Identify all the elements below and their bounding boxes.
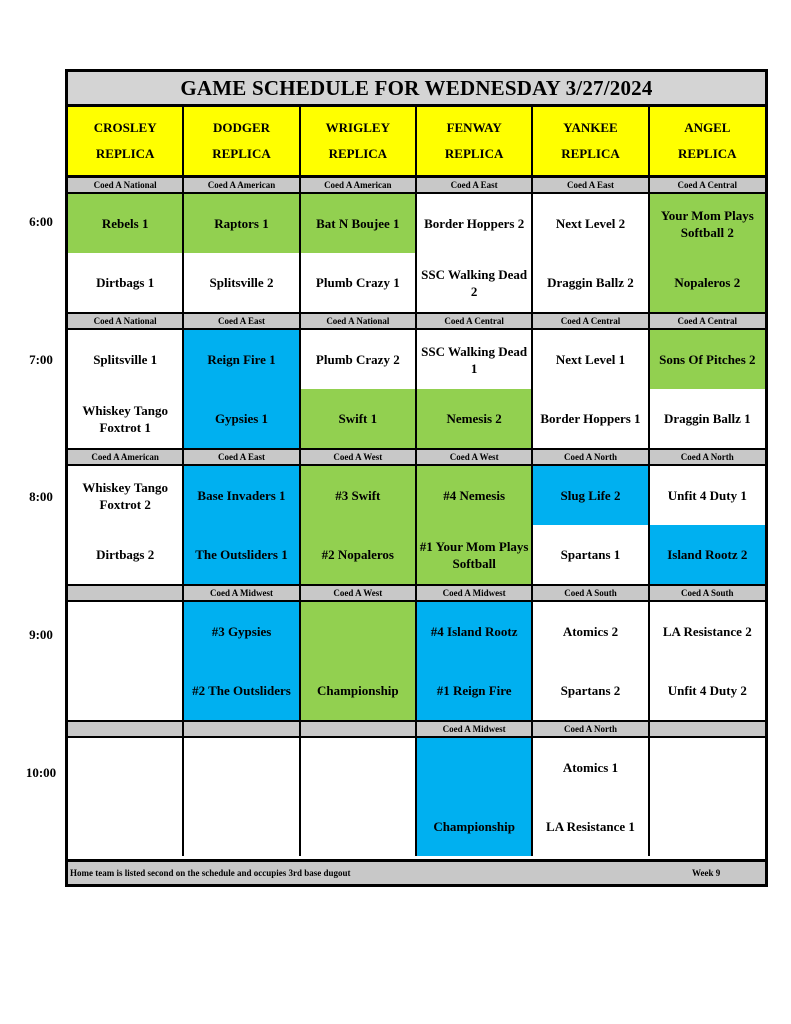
division-label: Coed A Central	[650, 178, 765, 194]
field-column	[533, 107, 649, 856]
team-cell: LA Resistance 1	[533, 797, 647, 856]
week-label: Week 9	[692, 868, 721, 878]
team-cell: Island Rootz 2	[650, 525, 765, 584]
division-label: Coed A Midwest	[417, 720, 531, 738]
field-column	[417, 107, 533, 856]
time-label: 10:00	[25, 765, 57, 780]
team-cell: Swift 1	[301, 389, 415, 448]
team-cell: Reign Fire 1	[184, 330, 298, 389]
time-label: 8:00	[29, 489, 53, 504]
team-cell: Championship	[301, 661, 415, 720]
team-cell	[417, 738, 531, 797]
time-label: 6:00	[29, 214, 53, 229]
team-cell: Plumb Crazy 2	[301, 330, 415, 389]
team-cell: Raptors 1	[184, 194, 298, 253]
team-cell	[184, 797, 298, 856]
team-cell: Rebels 1	[68, 194, 182, 253]
team-cell: Slug Life 2	[533, 466, 647, 525]
field-subtitle: REPLICA	[328, 146, 388, 161]
division-label: Coed A East	[184, 448, 298, 466]
team-cell: #3 Swift	[301, 466, 415, 525]
team-cell	[68, 602, 182, 661]
field-subtitle: REPLICA	[212, 146, 271, 161]
team-cell: Sons Of Pitches 2	[650, 330, 765, 389]
team-cell: The Outsliders 1	[184, 525, 298, 584]
field-subtitle: REPLICA	[95, 146, 155, 161]
team-cell: Your Mom Plays Softball 2	[650, 194, 765, 253]
field-header	[184, 107, 298, 178]
division-label: Coed A North	[650, 448, 765, 466]
field-column	[184, 107, 300, 856]
division-label: Coed A West	[301, 584, 415, 602]
team-cell: Base Invaders 1	[184, 466, 298, 525]
division-label: Coed A North	[533, 448, 647, 466]
field-name: ANGEL	[684, 120, 731, 135]
division-label: Coed A East	[184, 312, 298, 330]
division-label: Coed A Central	[650, 312, 765, 330]
team-cell: Dirtbags 2	[68, 525, 182, 584]
team-cell	[68, 797, 182, 856]
field-column	[68, 107, 184, 856]
schedule-footer	[68, 859, 765, 884]
division-label: Coed A Central	[417, 312, 531, 330]
team-cell: Gypsies 1	[184, 389, 298, 448]
team-cell	[650, 738, 765, 797]
division-label: Coed A American	[301, 178, 415, 194]
time-label: 7:00	[29, 352, 53, 367]
team-cell: Draggin Ballz 1	[650, 389, 765, 448]
division-label: Coed A South	[533, 584, 647, 602]
division-label: Coed A Central	[533, 312, 647, 330]
division-label	[68, 584, 182, 602]
division-label: Coed A National	[301, 312, 415, 330]
team-cell: Next Level 1	[533, 330, 647, 389]
team-cell: Whiskey Tango Foxtrot 2	[68, 466, 182, 525]
division-label	[301, 720, 415, 738]
team-cell: Next Level 2	[533, 194, 647, 253]
division-label: Coed A Midwest	[417, 584, 531, 602]
field-subtitle: REPLICA	[444, 146, 504, 161]
team-cell: Unfit 4 Duty 2	[650, 661, 765, 720]
team-cell	[301, 738, 415, 797]
field-header	[533, 107, 647, 178]
field-columns	[68, 107, 765, 856]
team-cell: Dirtbags 1	[68, 253, 182, 312]
team-cell: #2 The Outsliders	[184, 661, 298, 720]
field-name: YANKEE	[563, 120, 618, 135]
team-cell: Nopaleros 2	[650, 253, 765, 312]
team-cell: Spartans 2	[533, 661, 647, 720]
team-cell: Atomics 1	[533, 738, 647, 797]
division-label: Coed A North	[533, 720, 647, 738]
field-header	[417, 107, 531, 178]
team-cell: Border Hoppers 1	[533, 389, 647, 448]
field-name: DODGER	[212, 120, 271, 135]
team-cell	[301, 602, 415, 661]
team-cell: LA Resistance 2	[650, 602, 765, 661]
team-cell: #4 Nemesis	[417, 466, 531, 525]
field-subtitle: REPLICA	[561, 146, 620, 161]
team-cell	[301, 797, 415, 856]
team-cell: Splitsville 1	[68, 330, 182, 389]
division-label: Coed A East	[417, 178, 531, 194]
time-label: 9:00	[29, 627, 53, 642]
team-cell: Spartans 1	[533, 525, 647, 584]
field-header	[301, 107, 415, 178]
team-cell: Unfit 4 Duty 1	[650, 466, 765, 525]
team-cell: Bat N Boujee 1	[301, 194, 415, 253]
division-label: Coed A West	[417, 448, 531, 466]
division-label	[184, 720, 298, 738]
field-column	[650, 107, 765, 856]
field-subtitle: REPLICA	[678, 146, 737, 161]
field-name: FENWAY	[446, 120, 502, 135]
team-cell	[68, 738, 182, 797]
team-cell: Whiskey Tango Foxtrot 1	[68, 389, 182, 448]
team-cell: Splitsville 2	[184, 253, 298, 312]
field-header	[650, 107, 765, 178]
team-cell: #3 Gypsies	[184, 602, 298, 661]
division-label	[68, 720, 182, 738]
schedule-sheet	[65, 69, 768, 887]
team-cell: Championship	[417, 797, 531, 856]
team-cell: SSC Walking Dead 1	[417, 330, 531, 389]
field-column	[301, 107, 417, 856]
team-cell: #1 Your Mom Plays Softball	[417, 525, 531, 584]
team-cell	[650, 797, 765, 856]
team-cell: #1 Reign Fire	[417, 661, 531, 720]
team-cell: #2 Nopaleros	[301, 525, 415, 584]
division-label: Coed A Midwest	[184, 584, 298, 602]
team-cell: Draggin Ballz 2	[533, 253, 647, 312]
team-cell: #4 Island Rootz	[417, 602, 531, 661]
field-header	[68, 107, 182, 178]
division-label: Coed A American	[184, 178, 298, 194]
team-cell: Border Hoppers 2	[417, 194, 531, 253]
division-label	[650, 720, 765, 738]
division-label: Coed A National	[68, 312, 182, 330]
footer-note: Home team is listed second on the schedule and occupies 3rd base dugout	[70, 868, 351, 878]
division-label: Coed A National	[68, 178, 182, 194]
team-cell: Plumb Crazy 1	[301, 253, 415, 312]
division-label: Coed A East	[533, 178, 647, 194]
schedule-title: GAME SCHEDULE FOR WEDNESDAY 3/27/2024	[68, 72, 765, 107]
team-cell: Nemesis 2	[417, 389, 531, 448]
division-label: Coed A American	[68, 448, 182, 466]
division-label: Coed A South	[650, 584, 765, 602]
team-cell	[184, 738, 298, 797]
team-cell: SSC Walking Dead 2	[417, 253, 531, 312]
field-name: WRIGLEY	[325, 120, 390, 135]
team-cell	[68, 661, 182, 720]
field-name: CROSLEY	[93, 120, 157, 135]
team-cell: Atomics 2	[533, 602, 647, 661]
division-label: Coed A West	[301, 448, 415, 466]
